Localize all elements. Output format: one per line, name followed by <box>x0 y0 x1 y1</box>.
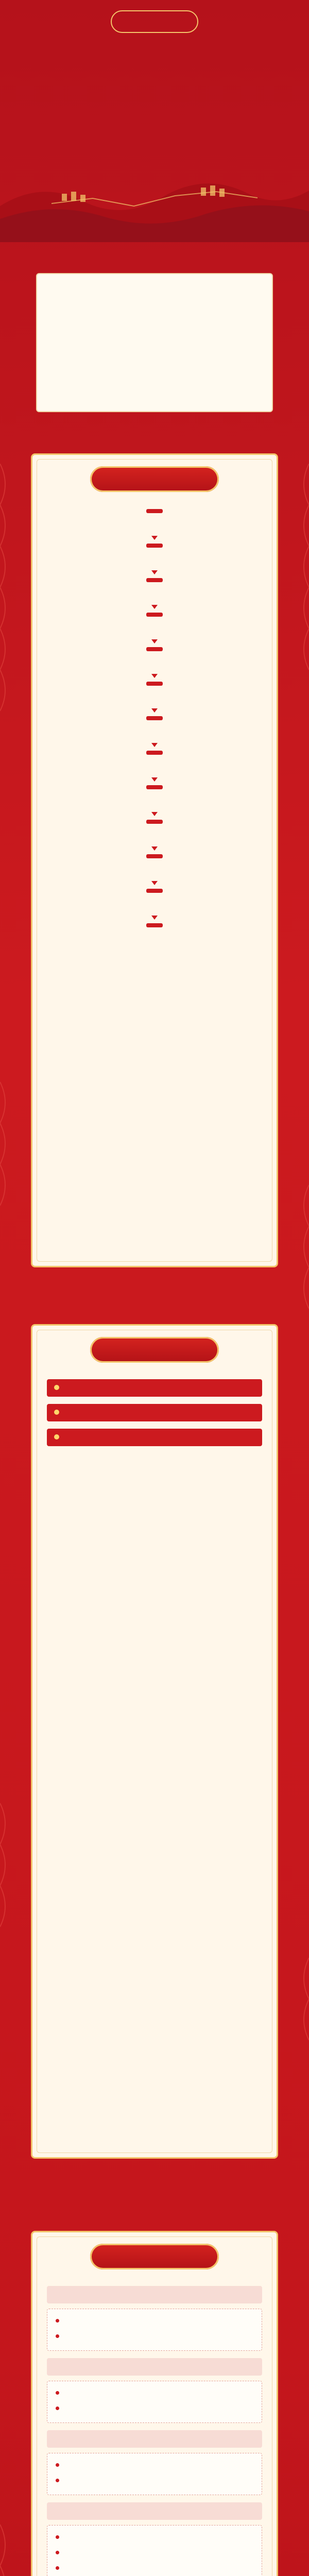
down-arrow-icon <box>151 605 158 609</box>
bullet-box <box>47 2453 262 2495</box>
item-text <box>47 725 262 737</box>
item-text <box>47 863 262 875</box>
item-label <box>146 820 163 824</box>
item-label <box>146 509 163 513</box>
section-practical-character <box>31 2231 278 2576</box>
sub-block <box>47 1429 262 1446</box>
item-text <box>47 518 262 530</box>
bullet-box <box>47 2381 262 2423</box>
item-text <box>47 794 262 806</box>
item-label <box>146 889 163 893</box>
list-item <box>47 543 262 574</box>
list-item <box>47 750 262 782</box>
item-label <box>146 785 163 789</box>
bullet-line <box>55 2531 254 2543</box>
bullet-line <box>55 2459 254 2471</box>
group-heading <box>47 2430 262 2448</box>
item-text <box>47 587 262 599</box>
great-wall-illustration <box>0 144 309 242</box>
bullet-line <box>55 2474 254 2486</box>
dot-icon <box>54 1434 59 1439</box>
header <box>0 0 309 242</box>
item-text <box>47 933 262 944</box>
down-arrow-icon <box>151 846 158 851</box>
sub-heading <box>47 1404 262 1421</box>
right-pattern-decoration <box>288 464 309 2576</box>
list-item <box>47 716 262 747</box>
item-label <box>146 647 163 651</box>
bullet-line <box>55 2546 254 2558</box>
group-heading <box>47 2286 262 2303</box>
group-heading <box>47 2502 262 2520</box>
down-arrow-icon <box>151 743 158 747</box>
down-arrow-icon <box>151 639 158 643</box>
dot-icon <box>54 1385 59 1390</box>
left-pattern-decoration <box>0 464 21 2576</box>
header-badge <box>111 10 198 33</box>
down-arrow-icon <box>151 812 158 816</box>
list-item <box>47 612 262 643</box>
item-text <box>47 760 262 771</box>
item-label <box>146 544 163 548</box>
list-item <box>47 923 262 944</box>
item-text <box>47 691 262 702</box>
bullet-box <box>47 2525 262 2576</box>
item-text <box>47 553 262 564</box>
content-list <box>47 509 262 944</box>
item-text <box>47 622 262 633</box>
sub-block <box>47 1379 262 1397</box>
down-arrow-icon <box>151 881 158 885</box>
sub-heading <box>47 1379 262 1397</box>
item-label <box>146 578 163 582</box>
item-label <box>146 854 163 858</box>
list-item <box>47 578 262 609</box>
intro-card <box>36 273 273 412</box>
item-label <box>146 923 163 927</box>
item-label <box>146 716 163 720</box>
item-label <box>146 613 163 617</box>
item-text <box>47 829 262 840</box>
down-arrow-icon <box>151 536 158 540</box>
down-arrow-icon <box>151 777 158 782</box>
sub-block <box>47 1404 262 1421</box>
item-label <box>146 682 163 686</box>
section-title <box>90 466 219 492</box>
list-item <box>47 819 262 851</box>
section-title <box>90 2244 219 2269</box>
sub-heading <box>47 1429 262 1446</box>
item-label <box>146 751 163 755</box>
bullet-box <box>47 2309 262 2351</box>
list-item <box>47 888 262 920</box>
down-arrow-icon <box>151 708 158 713</box>
list-item <box>47 647 262 678</box>
bullet-line <box>55 2314 254 2327</box>
down-arrow-icon <box>151 916 158 920</box>
list-item <box>47 681 262 713</box>
bullet-line <box>55 2386 254 2399</box>
down-arrow-icon <box>151 570 158 574</box>
list-item <box>47 854 262 885</box>
section-title <box>90 1337 219 1363</box>
dot-icon <box>54 1410 59 1415</box>
list-item <box>47 509 262 540</box>
bullet-line <box>55 2562 254 2574</box>
item-text <box>47 656 262 668</box>
list-item <box>47 785 262 816</box>
down-arrow-icon <box>151 674 158 678</box>
section-rich-content <box>31 453 278 1267</box>
section-methodology <box>31 1324 278 2159</box>
item-text <box>47 898 262 909</box>
bullet-line <box>55 2402 254 2414</box>
group-heading <box>47 2358 262 2376</box>
bullet-line <box>55 2330 254 2342</box>
